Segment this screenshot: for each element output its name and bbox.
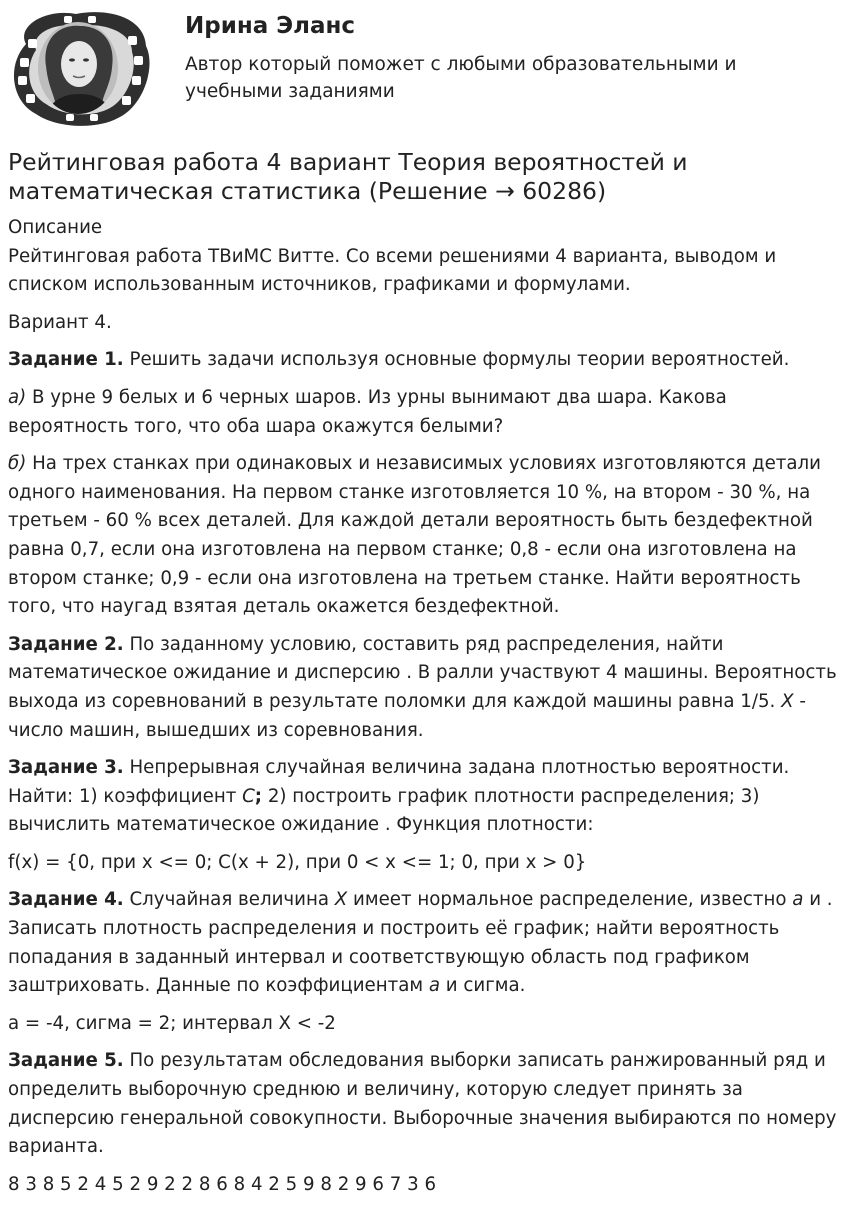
task-4-text-4: и сигма. xyxy=(440,975,526,997)
task-4 xyxy=(8,886,842,1000)
task-1-text: Решить задачи используя основные формулы теории вероятностей. xyxy=(123,349,790,371)
author-avatar[interactable] xyxy=(6,6,152,128)
task-3-variable-c: C xyxy=(242,785,255,807)
task-3-formula: f(x) = {0, при x <= 0; C(x + 2), при 0 < x <= 1; 0, при x > 0} xyxy=(8,851,587,873)
task-5-label: Задание 5. xyxy=(8,1050,124,1072)
task-2 xyxy=(8,631,842,745)
task-2-label: Задание 2. xyxy=(8,633,124,655)
task-5 xyxy=(8,1047,842,1161)
task-2-variable-x: X xyxy=(781,690,794,712)
task-1b-label: б) xyxy=(8,453,27,475)
variant-text: Вариант 4. xyxy=(8,311,112,333)
task-4-variable-x: X xyxy=(334,889,348,911)
task-1 xyxy=(8,346,842,375)
task-4-text-1: Случайная величина xyxy=(123,889,335,911)
task-3 xyxy=(8,754,842,840)
main-content xyxy=(8,148,842,1208)
author-header xyxy=(0,0,847,135)
task-1a xyxy=(8,384,842,441)
task-3-label: Задание 3. xyxy=(8,757,124,779)
task-1a-label: а) xyxy=(8,386,27,408)
author-name[interactable]: Ирина Эланс xyxy=(185,13,356,39)
task-4-params: a = -4, сигма = 2; интервал X < -2 xyxy=(8,1012,336,1034)
author-description: Автор который поможет с любыми образовательными и учебными заданиями xyxy=(185,54,737,102)
task-4-text-2: имеет нормальное распределение, известно xyxy=(347,889,793,911)
task-3-semicolon: ; xyxy=(254,785,263,807)
description-text: Рейтинговая работа ТВиМС Витте. Со всеми решениями 4 варианта, выводом и списком использованным источников, графиками и формулами. xyxy=(8,245,777,296)
task-4-label: Задание 4. xyxy=(8,889,124,911)
task-3-text-1: Непрерывная случайная величина задана плотностью вероятности. Найти: 1) коэффициент xyxy=(8,757,790,807)
task-1a-text: В урне 9 белых и 6 черных шаров. Из урны вынимают два шара. Какова вероятность того, что оба шара окажутся белыми? xyxy=(8,386,727,437)
task-3-text-2: 2) построить график плотности распределения; 3) вычислить математическое ожидание . Функция плотности: xyxy=(8,785,760,836)
task-1b-text: На трех станках при одинаковых и независимых условиях изготовляются детали одного наименования. На первом станке изготовляется 10 %, на втором - 30 %, на третьем - 60 % всех деталей. Для каждой детали вероятность быть бездефектной равна 0,7, если она изготовлена на первом станке; 0,8 - если она изготовлена на втором станке; 0,9 - если она изготовлена на третьем станке. Найти вероятность того, что наугад взятая деталь окажется бездефектной. xyxy=(8,453,821,618)
task-4-variable-a-2: a xyxy=(428,975,441,997)
task-2-text-2: - число машин, вышедших из соревнования. xyxy=(8,690,806,741)
task-4-variable-a: a xyxy=(792,889,804,911)
task-1-label: Задание 1. xyxy=(8,349,124,371)
task-4-text-3: и . Записать плотность распределения и построить её график; найти вероятность попадания в заданный интервал и соответствующую область под графиком заштриховать. Данные по коэффициентам xyxy=(8,889,833,997)
avatar-film-frame-icon xyxy=(6,6,152,128)
description-label: Описание xyxy=(8,217,103,238)
task-1b xyxy=(8,450,842,622)
task-5-values: 8 3 8 5 2 4 5 2 9 2 2 8 6 8 4 2 5 9 8 2 9 6 7 3 6 xyxy=(8,1173,437,1195)
page-title: Рейтинговая работа 4 вариант Теория вероятностей и математическая статистика (Решение → 60286) xyxy=(8,148,688,205)
task-2-text-1: По заданному условию, составить ряд распределения, найти математическое ожидание и дисперсию . В ралли участвуют 4 машины. Вероятность выхода из соревнований в результате поломки для каждой машины равна 1/5. xyxy=(8,633,837,712)
task-5-text: По результатам обследования выборки записать ранжированный ряд и определить выборочную среднюю и величину, которую следует принять за дисперсию генеральной совокупности. Выборочные значения выбираются по номеру варианта. xyxy=(8,1050,837,1158)
description-block xyxy=(8,214,842,300)
